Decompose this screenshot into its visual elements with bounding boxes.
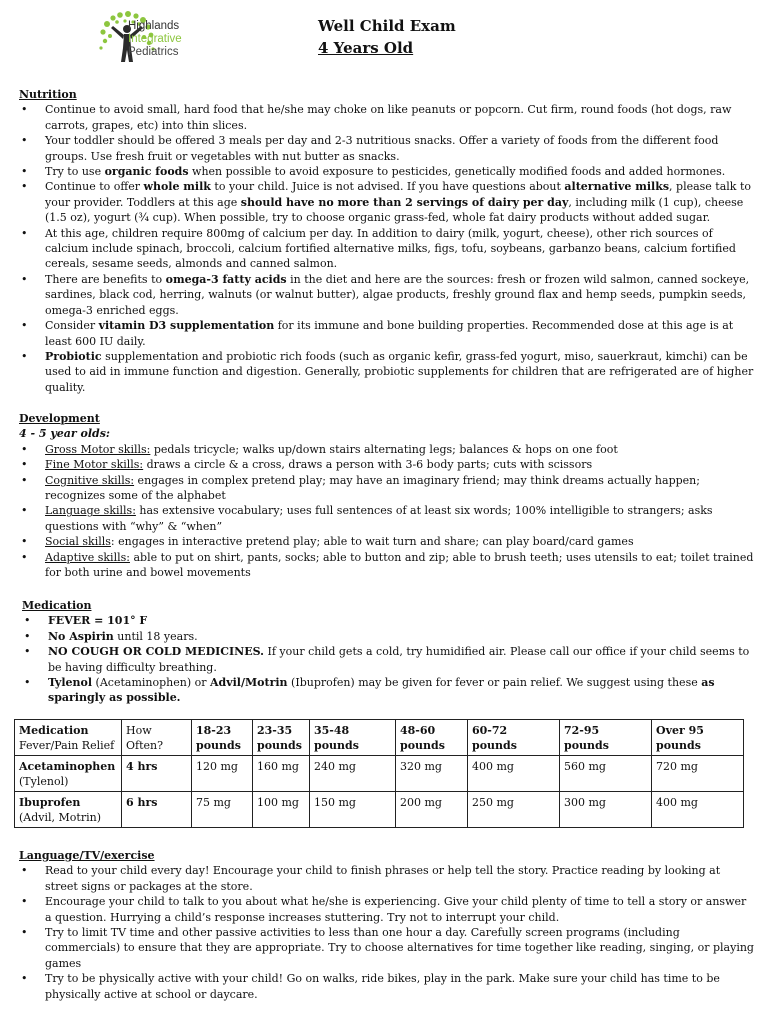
nutrition-text: when possible to avoid exposure to pesticides, genetically modified foods and added hormones. xyxy=(188,165,726,179)
medication-text: Advil/Motrin xyxy=(210,676,288,690)
medication-list-item xyxy=(22,629,757,644)
dose-cell-text: 200 mg xyxy=(400,796,442,809)
header-cell-subtext: Fever/Pain Relief xyxy=(19,739,115,752)
medication-name-cell-text: Acetaminophen xyxy=(19,760,116,773)
header-cell-text: 23-35 pounds xyxy=(257,724,302,752)
language-heading: Language/TV/exercise xyxy=(19,849,155,862)
development-list-item xyxy=(19,503,754,534)
nutrition-text: omega-3 fatty acids xyxy=(165,272,287,286)
nutrition-text: Continue to offer xyxy=(45,180,144,194)
header-cell xyxy=(253,720,310,756)
dose-cell xyxy=(560,756,652,792)
logo-wordmark xyxy=(128,20,182,59)
dosing-table xyxy=(14,719,744,828)
language-text: Read to your child every day! Encourage your child to finish phrases or help tell the story. Practice reading by looking at street signs or packages at the store. xyxy=(45,864,721,893)
medication-text: as sparingly as possible. xyxy=(48,676,715,705)
logo-line-1: Highlands xyxy=(128,20,180,32)
medication-name-cell xyxy=(15,756,122,792)
dose-cell xyxy=(652,792,744,828)
dose-cell-text: 150 mg xyxy=(314,796,356,809)
development-section xyxy=(19,411,754,580)
dose-cell xyxy=(310,756,396,792)
nutrition-text: , please talk to your provider. Toddlers at this age xyxy=(45,180,752,209)
header-cell-text: 35-48 pounds xyxy=(314,724,359,752)
dose-cell xyxy=(652,756,744,792)
medication-text: until 18 years. xyxy=(113,629,198,643)
header-cell xyxy=(15,720,122,756)
nutrition-text: , including milk (1 cup), cheese (1.5 oz), yogurt (¾ cup). When possible, try to choose organic grass-fed, whole fat dairy products without added sugar. xyxy=(45,195,744,225)
nutrition-text: vitamin D3 supplementation xyxy=(98,319,275,333)
header-cell-text: 60-72 pounds xyxy=(472,724,517,752)
development-subheading: 4 - 5 year olds: xyxy=(19,427,110,441)
development-list-item xyxy=(19,550,754,581)
frequency-cell-text: 6 hrs xyxy=(126,796,158,809)
dose-cell xyxy=(192,756,253,792)
medication-heading: Medication xyxy=(22,599,92,612)
logo-line-3: Pediatrics xyxy=(128,46,179,58)
nutrition-list xyxy=(19,102,754,395)
title-line-2: 4 Years Old xyxy=(318,39,414,57)
nutrition-text: Probiotic xyxy=(45,349,102,363)
dose-cell-text: 300 mg xyxy=(564,796,606,809)
medication-list xyxy=(22,613,757,705)
title-line-1: Well Child Exam xyxy=(318,17,456,35)
language-list-item xyxy=(19,971,754,1002)
nutrition-text: alternative milks xyxy=(564,180,670,194)
language-text: Encourage your child to talk to you about what he/she is experiencing. Give your child plenty of time to tell a story or answer a question. Hurrying a child’s response increases stuttering. Try not to interrupt your child. xyxy=(45,895,747,924)
medication-name-cell-text: Ibuprofen xyxy=(19,796,81,809)
nutrition-text: At this age, children require 800mg of calcium per day. In addition to dairy (milk, yogurt, cheese), other rich sources of calcium include spinach, broccoli, calcium fortified alternative milks, figs, tofu, soybeans, garbanzo beans, calcium fortified cereals, sesame seeds, almonds and canned salmon. xyxy=(45,226,736,271)
skill-label: Social skills xyxy=(45,535,111,549)
medication-name-cell xyxy=(15,792,122,828)
dose-cell xyxy=(192,792,253,828)
nutrition-list-item xyxy=(19,226,754,272)
skill-text: has extensive vocabulary; uses full sentences of at least six words; 100% intelligible to strangers; asks questions with “why” & “when” xyxy=(45,504,713,533)
header-cell xyxy=(560,720,652,756)
nutrition-text: in the diet and here are the sources: fresh or frozen wild salmon, canned sockeye, sardines, black cod, herring, walnuts (or walnut butter), algae products, freshly ground flax and hemp seeds, pumpkin seeds, omega-3 enriched eggs. xyxy=(45,272,750,317)
dose-cell-text: 75 mg xyxy=(196,796,231,809)
header-cell-text: 48-60 pounds xyxy=(400,724,445,752)
nutrition-list-item xyxy=(19,272,754,318)
medication-text: NO COUGH OR COLD MEDICINES. xyxy=(48,645,264,659)
skill-text: able to put on shirt, pants, socks; able to button and zip; able to brush teeth; uses utensils to eat; toilet trained for both urine and bowel movements xyxy=(45,550,754,580)
language-section xyxy=(19,848,754,1002)
skill-text: pedals tricycle; walks up/down stairs alternating legs; balances & hops on one foot xyxy=(150,442,618,456)
dose-cell-text: 160 mg xyxy=(257,760,299,773)
medication-text: If your child gets a cold, try humidified air. Please call our office if your child seems to be having difficulty breathing. xyxy=(48,645,750,674)
nutrition-list-item xyxy=(19,349,754,395)
table-row xyxy=(15,792,744,828)
language-list-item xyxy=(19,894,754,925)
medication-list-item xyxy=(22,613,757,628)
skill-label: Gross Motor skills: xyxy=(45,442,151,456)
frequency-cell-text: 4 hrs xyxy=(126,760,158,773)
dose-cell xyxy=(468,792,560,828)
nutrition-section xyxy=(19,87,754,395)
header-cell-text: Medication xyxy=(19,724,89,737)
header-cell-text: Over 95 pounds xyxy=(656,724,704,752)
skill-label: Adaptive skills: xyxy=(45,550,130,564)
dose-cell-text: 120 mg xyxy=(196,760,238,773)
dose-cell xyxy=(310,792,396,828)
skill-text: engages in complex pretend play; may have an imaginary friend; may think dreams actually happen; recognizes some of the alphabet xyxy=(45,473,700,503)
language-text: Try to be physically active with your child! Go on walks, ride bikes, play in the park. Make sure your child has time to be physically active at school or daycare. xyxy=(45,972,720,1001)
language-list-item xyxy=(19,925,754,971)
language-list-item xyxy=(19,863,754,894)
development-list-item xyxy=(19,457,754,472)
nutrition-text: for its immune and bone building properties. Recommended dose at this age is at least 600 IU daily. xyxy=(45,319,734,348)
dose-cell xyxy=(396,792,468,828)
skill-label: Language skills: xyxy=(45,504,136,518)
medication-text: Tylenol xyxy=(48,676,93,690)
medication-section xyxy=(22,598,757,706)
nutrition-text: organic foods xyxy=(104,165,189,179)
header-cell xyxy=(652,720,744,756)
frequency-cell xyxy=(122,756,192,792)
nutrition-list-item xyxy=(19,318,754,349)
development-list-item xyxy=(19,473,754,504)
dose-cell xyxy=(253,792,310,828)
dose-cell-text: 400 mg xyxy=(656,796,698,809)
dose-cell xyxy=(253,756,310,792)
nutrition-text: Your toddler should be offered 3 meals per day and 2-3 nutritious snacks. Offer a variety of foods from the different food groups. Use fresh fruit or vegetables with nut butter as snacks. xyxy=(45,134,719,163)
nutrition-text: should have no more than 2 servings of dairy per day xyxy=(240,195,569,209)
dose-cell-text: 720 mg xyxy=(656,760,698,773)
frequency-cell xyxy=(122,792,192,828)
language-list xyxy=(19,863,754,1002)
page-title xyxy=(318,15,456,59)
header-cell xyxy=(122,720,192,756)
dose-cell xyxy=(396,756,468,792)
dose-cell-text: 560 mg xyxy=(564,760,606,773)
logo-line-2: Integrative xyxy=(128,33,182,45)
nutrition-text: whole milk xyxy=(143,180,211,194)
dose-cell-text: 100 mg xyxy=(257,796,299,809)
development-list xyxy=(19,442,754,581)
nutrition-text: Try to use xyxy=(45,165,105,179)
header-cell-text: 72-95 pounds xyxy=(564,724,609,752)
medication-text: No Aspirin xyxy=(48,629,114,643)
dose-cell xyxy=(468,756,560,792)
header-cell-text: 18-23 pounds xyxy=(196,724,241,752)
medication-list-item xyxy=(22,644,757,675)
medication-name-cell-subtext: (Advil, Motrin) xyxy=(19,811,101,824)
medication-text: (Acetaminophen) or xyxy=(92,676,210,690)
dose-cell xyxy=(560,792,652,828)
medication-list-item xyxy=(22,675,757,706)
nutrition-text: to your child. Juice is not advised. If you have questions about xyxy=(210,180,565,194)
medication-name-cell-subtext: (Tylenol) xyxy=(19,775,69,788)
dose-cell-text: 240 mg xyxy=(314,760,356,773)
dose-cell-text: 400 mg xyxy=(472,760,514,773)
table-row xyxy=(15,756,744,792)
nutrition-list-item xyxy=(19,164,754,179)
skill-label: Fine Motor skills: xyxy=(45,458,144,472)
development-list-item xyxy=(19,534,754,549)
nutrition-list-item xyxy=(19,179,754,225)
development-heading: Development xyxy=(19,412,100,425)
nutrition-text: There are benefits to xyxy=(45,272,166,286)
header-cell xyxy=(396,720,468,756)
header-cell xyxy=(310,720,396,756)
header-cell xyxy=(468,720,560,756)
header-cell-text: How Often? xyxy=(126,724,164,752)
nutrition-text: Consider xyxy=(45,319,99,333)
dose-cell-text: 320 mg xyxy=(400,760,442,773)
nutrition-text: Continue to avoid small, hard food that he/she may choke on like peanuts or popcorn. Cut firm, round foods (hot dogs, raw carrots, grapes, etc) into thin slices. xyxy=(45,103,732,132)
nutrition-list-item xyxy=(19,102,754,133)
table-header-row xyxy=(15,720,744,756)
dose-cell-text: 250 mg xyxy=(472,796,514,809)
nutrition-list-item xyxy=(19,133,754,164)
nutrition-heading: Nutrition xyxy=(19,88,77,101)
skill-text: : engages in interactive pretend play; able to wait turn and share; can play board/card games xyxy=(110,535,634,549)
nutrition-text: supplementation and probiotic rich foods (such as organic kefir, grass-fed yogurt, miso, sauerkraut, kimchi) can be used to aid in immune function and digestion. Generally, probiotic supplements for children that are refrigerated are of higher quality. xyxy=(45,349,754,394)
language-text: Try to limit TV time and other passive activities to less than one hour a day. Carefully screen programs (including commercials) to ensure that they are appropriate. Try to choose alternatives for time together like reading, singing, or playing games xyxy=(45,926,754,970)
development-list-item xyxy=(19,442,754,457)
medication-text: FEVER = 101° F xyxy=(48,614,148,628)
header-cell xyxy=(192,720,253,756)
skill-text: draws a circle & a cross, draws a person with 3-6 body parts; cuts with scissors xyxy=(143,458,593,472)
medication-text: (Ibuprofen) may be given for fever or pain relief. We suggest using these xyxy=(287,676,702,690)
skill-label: Cognitive skills: xyxy=(45,473,135,487)
